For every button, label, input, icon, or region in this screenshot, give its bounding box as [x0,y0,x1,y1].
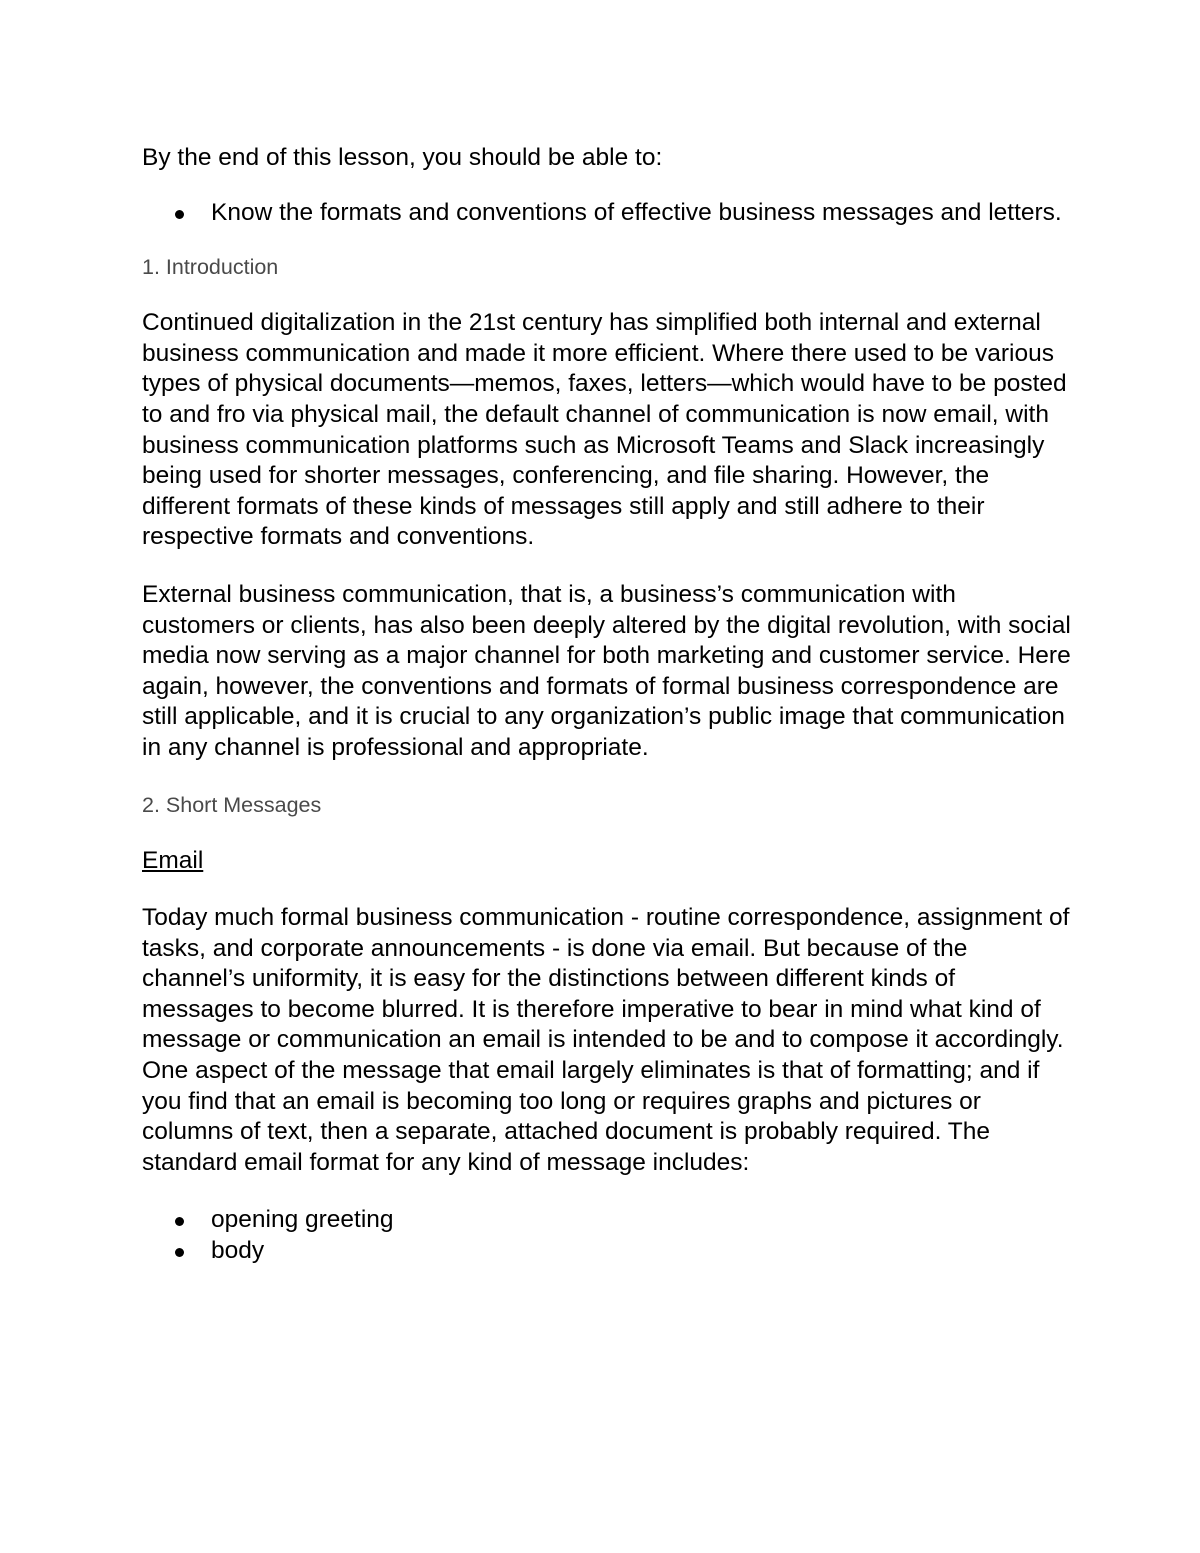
paragraph: Today much formal business communication - routine correspondence, assignment of tasks, and corporate announcements - is done via email. But because of the channel’s uniformity, it is easy for the distinctions between different kinds of messages to become blurred. It is therefore imperative to bear in mind what kind of message or communication an email is intended to be and to compose it accordingly. One aspect of the message that email largely eliminates is that of formatting; and if you find that an email is becoming too long or requires graphs and pictures or columns of text, then a separate, attached document is probably required. The standard email format for any kind of message includes: [142,904,1070,1176]
list-item [142,1236,1072,1267]
bullet-icon [175,1217,184,1226]
section-heading-introduction: 1. Introduction [142,255,279,280]
email-format-list [142,1205,1072,1266]
section-heading-short-messages: 2. Short Messages [142,792,322,817]
bullet-icon [175,210,184,219]
list-item-text: Know the formats and conventions of effective business messages and letters. [211,198,1062,226]
bullet-icon [175,1248,184,1257]
document-body [142,143,1072,1267]
objectives-list [142,198,1072,229]
list-item-text: opening greeting [211,1206,394,1234]
paragraph: Continued digitalization in the 21st century has simplified both internal and external business communication and made it more efficient. Where there used to be various types of physical documents—memos, faxes, letters—which would have to be posted to and fro via physical mail, the default channel of communication is now email, with business communication platforms such as Microsoft Teams and Slack increasingly being used for shorter messages, conferencing, and file sharing. However, the different formats of these kinds of messages still apply and still adhere to their respective formats and conventions. [142,309,1067,551]
intro-text: By the end of this lesson, you should be able to: [142,144,663,171]
list-item-text: body [211,1237,265,1265]
list-item [142,1205,1072,1236]
list-item [142,198,1072,229]
subheading-email: Email [142,846,204,874]
paragraph: External business communication, that is, a business’s communication with customers or clients, has also been deeply altered by the digital revolution, with social media now serving as a major channel for both marketing and customer service. Here again, however, the conventions and formats of formal business correspondence are still applicable, and it is crucial to any organization’s public image that communication in any channel is professional and appropriate. [142,580,1071,761]
